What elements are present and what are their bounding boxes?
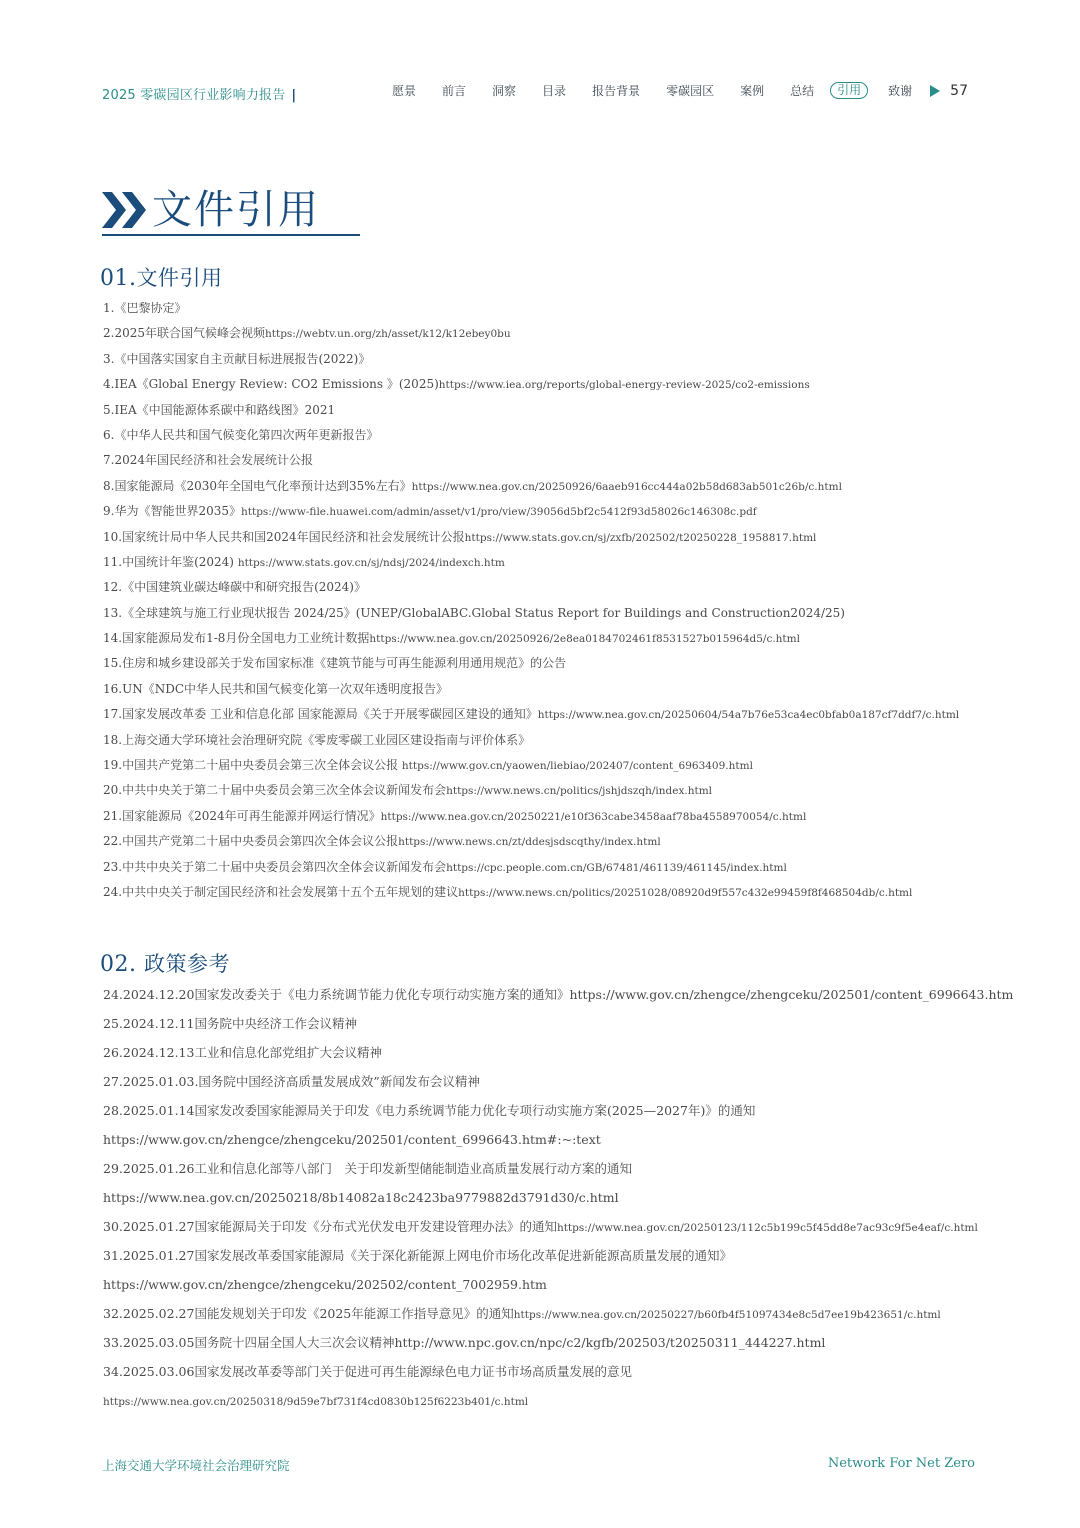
item-text: 24.2024.12.20国家发改委关于《电力系统调节能力优化专项行动实施方案的通知》 [103, 987, 570, 1002]
page-title [102, 184, 320, 236]
page-number: 57 [950, 82, 968, 99]
list-item [103, 1386, 1013, 1415]
item-link[interactable]: https://www.news.cn/zt/ddesjsdscqthy/index.html [398, 836, 661, 849]
list-item [103, 804, 959, 829]
section-heading-citations [100, 262, 223, 292]
list-item [103, 1038, 1013, 1067]
list-item [103, 398, 959, 423]
item-link[interactable]: https://www-file.huawei.com/admin/asset/v1/pro/view/39056d5bf2c5412f93d58026c146308c.pdf [241, 506, 757, 519]
list-item [103, 575, 959, 600]
item-text: 31.2025.01.27国家发展改革委国家能源局《关于深化新能源上网电价市场化改革促进新能源高质量发展的通知》 [103, 1248, 732, 1263]
item-text: 14.国家能源局发布1-8月份全国电力工业统计数据 [103, 631, 370, 646]
item-link[interactable]: https://www.news.cn/politics/20251028/08920d9f557c432e99459f8f468504db/c.html [458, 886, 913, 899]
item-text: 17.国家发展改革委 工业和信息化部 国家能源局《关于开展零碳园区建设的通知》 [103, 707, 538, 722]
list-item [103, 855, 959, 880]
item-link[interactable]: https://www.iea.org/reports/global-energy-review-2025/co2-emissions [438, 379, 810, 392]
footer-institute: 上海交通大学环境社会治理研究院 [102, 1458, 290, 1473]
item-text: 3.《中国落实国家自主贡献目标进展报告(2022)》 [103, 351, 371, 366]
section-heading-text: 文件引用 [136, 266, 223, 290]
section-heading-text: 政策参考 [144, 952, 230, 976]
item-text: 30.2025.01.27国家能源局关于印发《分布式光伏发电开发建设管理办法》的通知 [103, 1219, 557, 1234]
item-text: 29.2025.01.26工业和信息化部等八部门 关于印发新型储能制造业高质量发展行动方案的通知 [103, 1161, 632, 1176]
item-link[interactable]: https://www.nea.gov.cn/20250218/8b14082a18c2423ba9779882d3791d30/c.html [103, 1190, 619, 1205]
list-item [103, 1009, 1013, 1038]
item-link[interactable]: https://www.nea.gov.cn/20250123/112c5b199c5f45dd8e7ac93c9f5e4eaf/c.html [556, 1222, 978, 1234]
item-link[interactable]: https://www.gov.cn/zhengce/zhengceku/202501/content_6996643.htm#:~:text [103, 1132, 601, 1147]
list-item [103, 423, 959, 448]
title-underline [102, 234, 360, 236]
footer-network: Network For Net Zero [827, 1456, 975, 1471]
item-text: 6.《中华人民共和国气候变化第四次两年更新报告》 [103, 427, 379, 442]
list-item [103, 1067, 1013, 1096]
item-text: 22.中国共产党第二十届中央委员会第四次全体会议公报 [103, 834, 399, 849]
list-item [103, 525, 959, 550]
page-title-text: 文件引用 [152, 187, 320, 233]
list-item [103, 499, 959, 524]
item-link[interactable]: https://www.nea.gov.cn/20250926/2e8ea0184702461f8531527b015964d5/c.html [369, 633, 800, 646]
item-text: 32.2025.02.27国能发规划关于印发《2025年能源工作指导意见》的通知 [103, 1306, 514, 1321]
list-item [103, 1154, 1013, 1183]
item-text: 20.中共中央关于第二十届中央委员会第三次全体会议新闻发布会 [103, 783, 447, 798]
item-link[interactable]: https://www.nea.gov.cn/20250227/b60fb4f51097434e8c5d7ee19b423651/c.html [513, 1309, 941, 1321]
nav-item-zero-carbon-park[interactable]: 零碳园区 [666, 84, 715, 98]
list-item [103, 753, 959, 778]
nav-item-contents[interactable]: 目录 [542, 84, 567, 98]
list-item [103, 677, 959, 702]
top-nav [390, 82, 984, 99]
item-text: 9.华为《智能世界2035》 [103, 504, 241, 519]
list-item [103, 347, 959, 372]
item-text: 2.2025年联合国气候峰会视频 [103, 326, 265, 341]
item-text: 33.2025.03.05国务院十四届全国人大三次会议精神 [103, 1335, 395, 1350]
list-item [103, 448, 959, 473]
nav-item-vision[interactable]: 愿景 [392, 84, 417, 98]
nav-item-preface[interactable]: 前言 [442, 84, 467, 98]
list-item [103, 1357, 1013, 1386]
item-link[interactable]: https://www.nea.gov.cn/20250926/6aaeb916cc444a02b58d683ab501c26b/c.html [411, 480, 842, 493]
item-text: 25.2024.12.11国务院中央经济工作会议精神 [103, 1016, 357, 1031]
item-text: 1.《巴黎协定》 [103, 301, 187, 315]
list-item [103, 829, 959, 854]
list-item [103, 1270, 1013, 1299]
section-heading-policy [100, 948, 230, 978]
report-title [102, 84, 296, 103]
list-item [103, 1328, 1013, 1357]
item-link[interactable]: https://www.news.cn/politics/jshjdszqh/index.html [446, 785, 713, 798]
item-link[interactable]: https://www.nea.gov.cn/20250604/54a7b76e53ca4ec0bfab0a187cf7ddf7/c.html [537, 709, 960, 722]
item-text: 26.2024.12.13工业和信息化部党组扩大会议精神 [103, 1045, 382, 1060]
item-text: 27.2025.01.03.国务院中国经济高质量发展成效”新闻发布会议精神 [103, 1074, 480, 1089]
item-text: 21.国家能源局《2024年可再生能源并网运行情况》 [103, 808, 381, 823]
item-text: 24.中共中央关于制定国民经济和社会发展第十五个五年规划的建议 [103, 884, 459, 899]
item-text: 10.国家统计局中华人民共和国2024年国民经济和社会发展统计公报 [103, 529, 465, 544]
item-link[interactable]: https://webtv.un.org/zh/asset/k12/k12ebey0bu [265, 328, 511, 341]
nav-item-insight[interactable]: 洞察 [492, 84, 517, 98]
item-text: 4.IEA《Global Energy Review: CO2 Emissions 》(2025) [103, 377, 439, 392]
item-text: 23.中共中央关于第二十届中央委员会第四次全体会议新闻发布会 [103, 859, 447, 874]
citation-list [103, 296, 959, 905]
list-item [103, 1299, 1013, 1328]
nav-item-background[interactable]: 报告背景 [592, 84, 641, 98]
nav-item-summary[interactable]: 总结 [790, 84, 815, 98]
list-item [103, 474, 959, 499]
list-item [103, 321, 959, 346]
title-separator: | [291, 88, 297, 103]
item-link[interactable]: https://www.gov.cn/zhengce/zhengceku/202502/content_7002959.htm [103, 1277, 547, 1292]
list-item [103, 1212, 1013, 1241]
nav-item-cases[interactable]: 案例 [740, 84, 765, 98]
item-link[interactable]: https://www.nea.gov.cn/20250318/9d59e7bf731f4cd0830b125f6223b401/c.html [103, 1396, 529, 1408]
play-icon[interactable] [930, 85, 940, 97]
item-link[interactable]: https://www.stats.gov.cn/sj/zxfb/202502/t20250228_1958817.html [464, 531, 817, 544]
section-number: 01. [100, 266, 137, 291]
list-item [103, 728, 959, 753]
item-text: 16.UN《NDC中华人民共和国气候变化第一次双年透明度报告》 [103, 681, 449, 696]
item-text: 5.IEA《中国能源体系碳中和路线图》2021 [103, 402, 336, 417]
item-text: 15.住房和城乡建设部关于发布国家标准《建筑节能与可再生能源利用通用规范》的公告 [103, 656, 567, 671]
list-item [103, 651, 959, 676]
list-item [103, 778, 959, 803]
list-item [103, 601, 959, 626]
item-text: 19.中国共产党第二十届中央委员会第三次全体会议公报 [103, 758, 402, 773]
item-text: 28.2025.01.14国家发改委国家能源局关于印发《电力系统调节能力优化专项行动实施方案(2025—2027年)》的通知 [103, 1103, 756, 1118]
item-text: 34.2025.03.06国家发展改革委等部门关于促进可再生能源绿色电力证书市场高质量发展的意见 [103, 1364, 632, 1379]
list-item [103, 1125, 1013, 1154]
item-link[interactable]: https://www.nea.gov.cn/20250221/e10f363cabe3458aaf78ba4558970054/c.html [380, 810, 807, 823]
nav-item-acknowledgements[interactable]: 致谢 [888, 84, 913, 98]
item-text: 13.《全球建筑与施工行业现状报告 2024/25》(UNEP/GlobalABC.Global Status Report for Buildings and Construction2024/25) [103, 605, 845, 620]
item-link[interactable]: https://cpc.people.com.cn/GB/67481/461139/461145/index.html [446, 861, 787, 874]
item-link[interactable]: https://www.gov.cn/yaowen/liebiao/202407/content_6963409.html [401, 760, 753, 773]
report-title-text: 2025 零碳园区行业影响力报告 [102, 88, 286, 103]
item-link[interactable]: https://www.gov.cn/zhengce/zhengceku/202501/content_6996643.htm [569, 987, 1014, 1002]
list-item [103, 1241, 1013, 1270]
list-item [103, 1183, 1013, 1212]
item-text: 11.中国统计年鉴(2024) [103, 554, 238, 569]
item-text: 12.《中国建筑业碳达峰碳中和研究报告(2024)》 [103, 580, 366, 595]
list-item [103, 372, 959, 397]
item-text: 8.国家能源局《2030年全国电气化率预计达到35%左右》 [103, 478, 412, 493]
list-item [103, 1096, 1013, 1125]
list-item [103, 550, 959, 575]
list-item [103, 702, 959, 727]
item-link[interactable]: http://www.npc.gov.cn/npc/c2/kgfb/202503/t20250311_444227.html [394, 1335, 826, 1350]
double-chevron-icon [102, 190, 148, 230]
policy-list [103, 980, 1013, 1415]
item-text: 18.上海交通大学环境社会治理研究院《零废零碳工业园区建设指南与评价体系》 [103, 732, 531, 747]
item-text: 7.2024年国民经济和社会发展统计公报 [103, 453, 313, 468]
list-item [103, 626, 959, 651]
nav-item-citations[interactable]: 引用 [830, 82, 868, 99]
list-item [103, 980, 1013, 1009]
list-item [103, 880, 959, 905]
list-item [103, 296, 959, 321]
item-link[interactable]: https://www.stats.gov.cn/sj/ndsj/2024/indexch.htm [237, 556, 505, 569]
section-number: 02. [100, 952, 137, 977]
